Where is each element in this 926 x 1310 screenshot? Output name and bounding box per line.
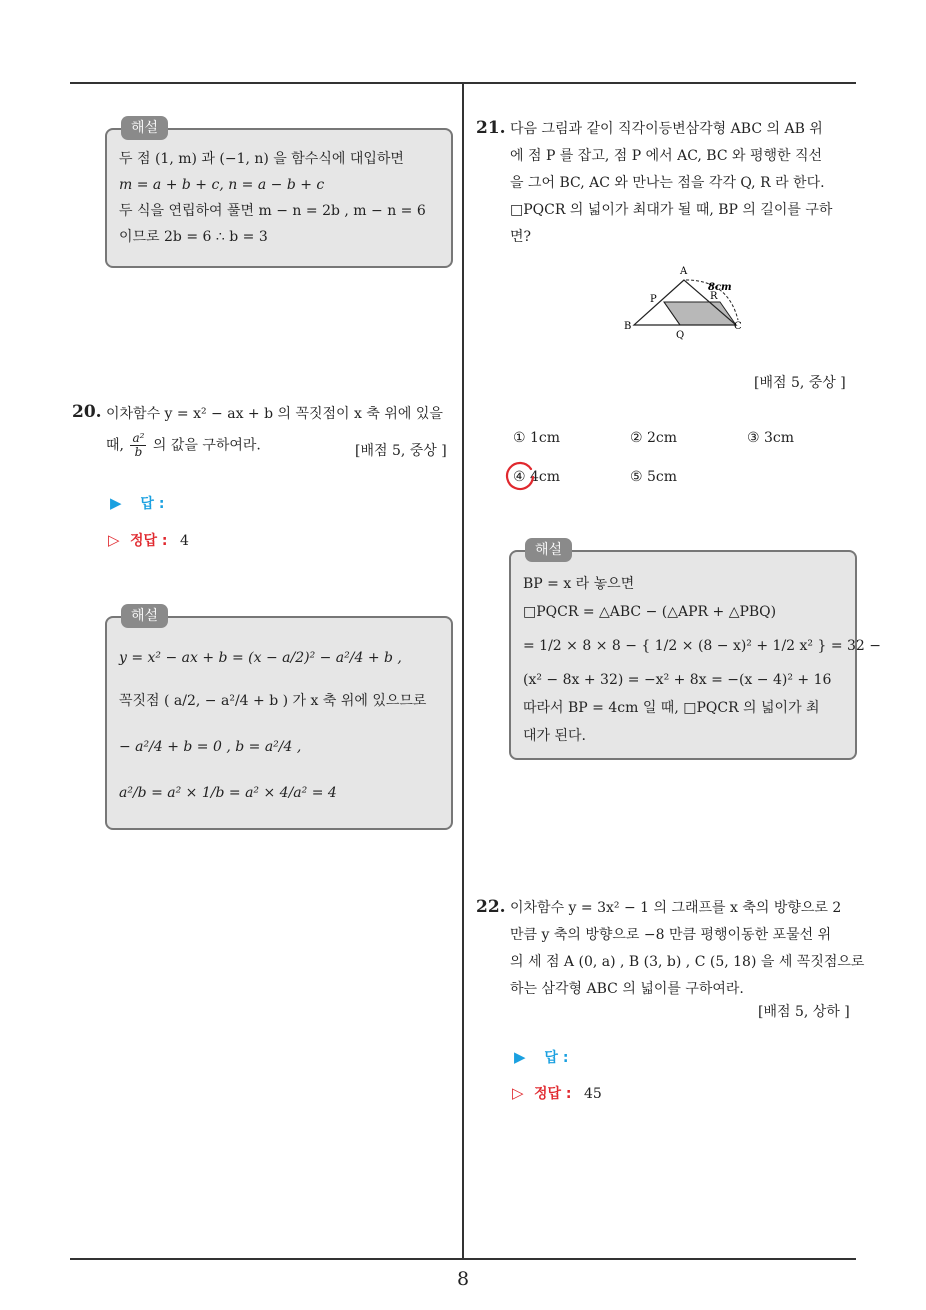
solution-line: a²/b = a² × 1/b = a² × 4/a² = 4	[119, 785, 337, 801]
triangle-figure	[618, 262, 758, 342]
solution-box-21	[509, 542, 882, 760]
question-line-post: 의 값을 구하여라.	[152, 437, 261, 454]
column-divider	[462, 84, 464, 1260]
play-icon: ▶	[110, 494, 122, 512]
correct-value: 4	[179, 533, 189, 549]
solution-box-19	[105, 120, 453, 268]
fraction	[130, 432, 146, 459]
score-label: [배점 5, 중상 ]	[355, 443, 447, 459]
correct-answer-row	[108, 530, 189, 550]
question-line: 의 세 점 A (0, a) , B (3, b) , C (5, 18) 을 세 꼭짓점으로	[510, 954, 865, 970]
question-number: 21.	[476, 118, 506, 138]
label-a: A	[680, 266, 688, 277]
question-line: □PQCR 의 넓이가 최대가 될 때, BP 의 길이를 구하	[510, 202, 833, 218]
correct-label: 정답 :	[130, 533, 168, 549]
outline-play-icon: ▷	[512, 1084, 524, 1102]
solution-line: = 1/2 × 8 × 8 − { 1/2 × (8 − x)² + 1/2 x² } = 32 −	[523, 638, 882, 654]
question-line: 면?	[510, 229, 532, 245]
question-line: 이차함수 y = x² − ax + b 의 꼭짓점이 x 축 위에 있을	[106, 406, 443, 422]
question-line-pre: 때,	[106, 437, 124, 454]
solution-line: y = x² − ax + b = (x − a/2)² − a²/4 + b ,	[119, 650, 402, 666]
label-p: P	[650, 294, 657, 305]
answer-row	[110, 493, 164, 513]
label-r: R	[710, 291, 718, 302]
question-line: 에 점 P 를 잡고, 점 P 에서 AC, BC 와 평행한 직선	[510, 148, 823, 164]
outline-play-icon: ▷	[108, 531, 120, 549]
question-text	[510, 116, 860, 251]
question-number: 20.	[72, 402, 102, 422]
option-1[interactable]: ① 1cm	[513, 430, 561, 446]
option-5[interactable]: ⑤ 5cm	[630, 469, 678, 485]
solution-line: m = a + b + c, n = a − b + c	[119, 177, 325, 193]
question-line: 을 그어 BC, AC 와 만나는 점을 각각 Q, R 라 한다.	[510, 175, 825, 191]
solution-line: − a²/4 + b = 0 , b = a²/4 ,	[119, 739, 302, 755]
question-text	[510, 895, 865, 1003]
label-c: C	[734, 321, 742, 332]
fraction-denominator: b	[134, 445, 143, 459]
question-line: 이차함수 y = 3x² − 1 의 그래프를 x 축의 방향으로 2	[510, 900, 842, 916]
solution-line: 이므로 2b = 6 ∴ b = 3	[119, 229, 268, 245]
solution-line: □PQCR = △ABC − (△APR + △PBQ)	[523, 604, 777, 620]
selected-circle-icon	[505, 461, 537, 493]
bottom-rule	[70, 1258, 856, 1260]
label-b: B	[624, 321, 632, 332]
answer-label: 답 :	[544, 1050, 569, 1066]
question-line: 하는 삼각형 ABC 의 넓이를 구하여라.	[510, 981, 744, 997]
play-icon: ▶	[514, 1048, 526, 1066]
question-line: 만큼 y 축의 방향으로 −8 만큼 평행이동한 포물선 위	[510, 927, 832, 943]
solution-line: 두 식을 연립하여 풀면 m − n = 2b , m − n = 6	[119, 203, 426, 219]
solution-box-20	[105, 608, 453, 830]
fraction-numerator: a²	[132, 431, 145, 445]
answer-row	[514, 1047, 568, 1067]
solution-line: 따라서 BP = 4cm 일 때, □PQCR 의 넓이가 최	[523, 700, 820, 716]
correct-value: 45	[583, 1086, 602, 1102]
solution-tag: 해설	[121, 604, 168, 628]
answer-label: 답 :	[140, 496, 165, 512]
correct-answer-row	[512, 1083, 602, 1103]
solution-line: BP = x 라 놓으면	[523, 576, 635, 592]
score-label: [배점 5, 중상 ]	[754, 375, 846, 391]
correct-label: 정답 :	[534, 1086, 572, 1102]
label-q: Q	[676, 330, 685, 341]
option-2[interactable]: ② 2cm	[630, 430, 678, 446]
score-label: [배점 5, 상하 ]	[758, 1004, 850, 1020]
option-3[interactable]: ③ 3cm	[747, 430, 795, 446]
page-number: 8	[456, 1268, 470, 1290]
question-number: 22.	[476, 897, 506, 917]
solution-line: 대가 된다.	[523, 728, 586, 744]
shaded-quadrilateral	[664, 302, 736, 325]
solution-tag: 해설	[121, 116, 168, 140]
solution-line: 꼭짓점 ( a/2, − a²/4 + b ) 가 x 축 위에 있으므로	[119, 693, 427, 709]
question-line: 다음 그림과 같이 직각이등변삼각형 ABC 의 AB 위	[510, 121, 823, 137]
option-4[interactable]: ④ 4cm	[513, 469, 561, 485]
label-length: 8cm	[708, 282, 732, 293]
solution-line: 두 점 (1, m) 과 (−1, n) 을 함수식에 대입하면	[119, 151, 404, 167]
solution-tag: 해설	[525, 538, 572, 562]
solution-line: (x² − 8x + 32) = −x² + 8x = −(x − 4)² + 16	[523, 672, 832, 688]
